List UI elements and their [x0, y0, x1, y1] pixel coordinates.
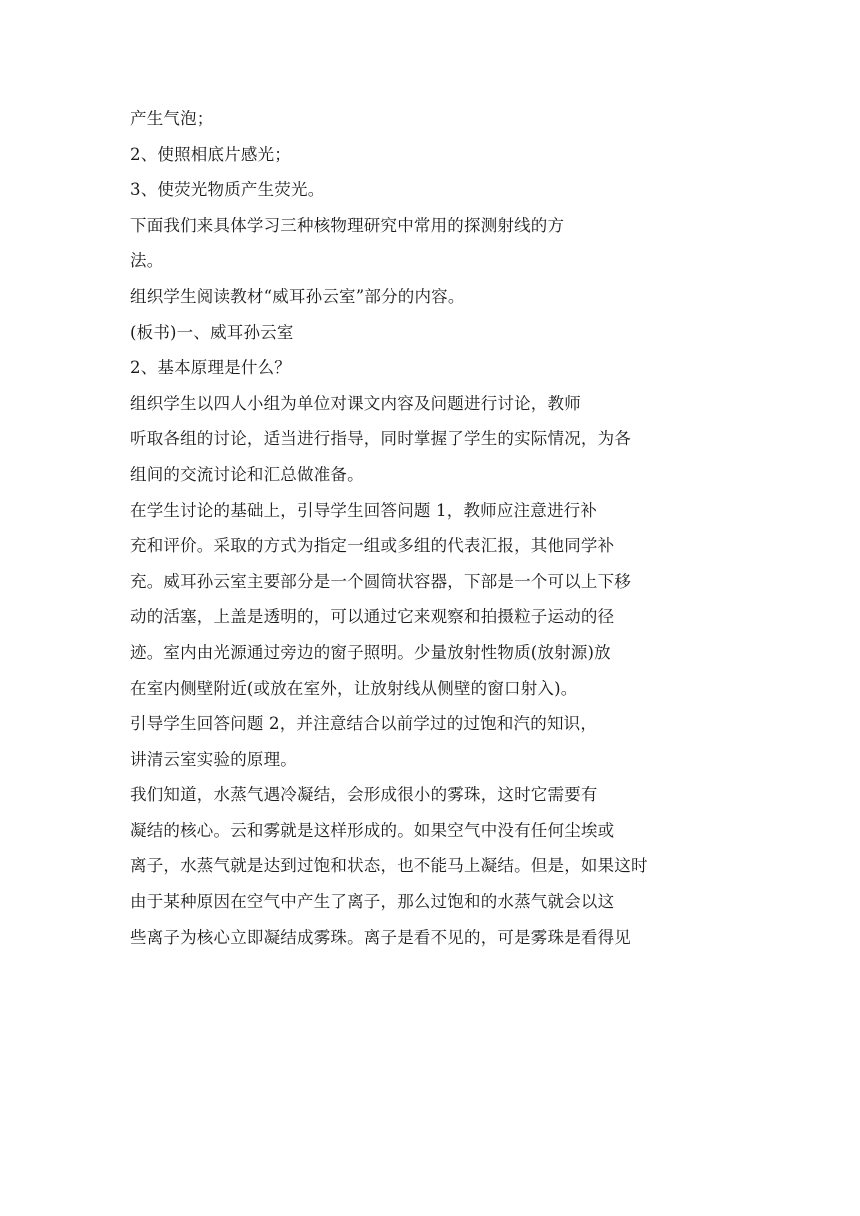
text-line: 3、使荧光物质产生荧光。 — [130, 180, 325, 200]
text-line: 2、基本原理是什么？ — [130, 358, 291, 378]
text-line: 产生气泡； — [130, 109, 214, 128]
text-line: 充。威耳孙云室主要部分是一个圆筒状容器，下部是一个可以上下移 — [130, 571, 631, 591]
text-line: 下面我们来具体学习三种核物理研究中常用的探测射线的方 — [130, 215, 565, 235]
text-line: 在室内侧壁附近(或放在室外，让放射线从侧壁的窗口射入)。 — [130, 678, 578, 698]
text-line: 迹。室内由光源通过旁边的窗子照明。少量放射性物质(放射源)放 — [130, 642, 611, 662]
text-line: 听取各组的讨论，适当进行指导，同时掌握了学生的实际情况，为各 — [130, 429, 631, 449]
text-line: 讲清云室实验的原理。 — [130, 749, 297, 769]
body-text — [130, 101, 690, 955]
text-line: 2、使照相底片感光； — [130, 144, 291, 164]
text-line: 离子，水蒸气就是达到过饱和状态，也不能马上凝结。但是，如果这时 — [130, 856, 648, 876]
text-line: 我们知道，水蒸气遇冷凝结，会形成很小的雾珠，这时它需要有 — [130, 785, 598, 805]
text-line: 法。 — [130, 251, 164, 271]
text-line: 些离子为核心立即凝结成雾珠。离子是看不见的，可是雾珠是看得见 — [130, 927, 631, 947]
text-line: 组间的交流讨论和汇总做准备。 — [130, 464, 364, 484]
text-line: (板书)一、威耳孙云室 — [130, 322, 294, 342]
text-line: 组织学生阅读教材“威耳孙云室”部分的内容。 — [130, 286, 465, 306]
text-line: 凝结的核心。云和雾就是这样形成的。如果空气中没有任何尘埃或 — [130, 820, 615, 840]
text-line: 动的活塞，上盖是透明的，可以通过它来观察和拍摄粒子运动的径 — [130, 607, 615, 627]
text-line: 充和评价。采取的方式为指定一组或多组的代表汇报，其他同学补 — [130, 536, 615, 556]
text-line: 由于某种原因在空气中产生了离子，那么过饱和的水蒸气就会以这 — [130, 892, 615, 912]
text-line: 引导学生回答问题 2，并注意结合以前学过的过饱和汽的知识， — [130, 714, 598, 734]
text-line: 组织学生以四人小组为单位对课文内容及问题进行讨论，教师 — [130, 393, 581, 413]
text-line: 在学生讨论的基础上，引导学生回答问题 1，教师应注意进行补 — [130, 500, 598, 520]
